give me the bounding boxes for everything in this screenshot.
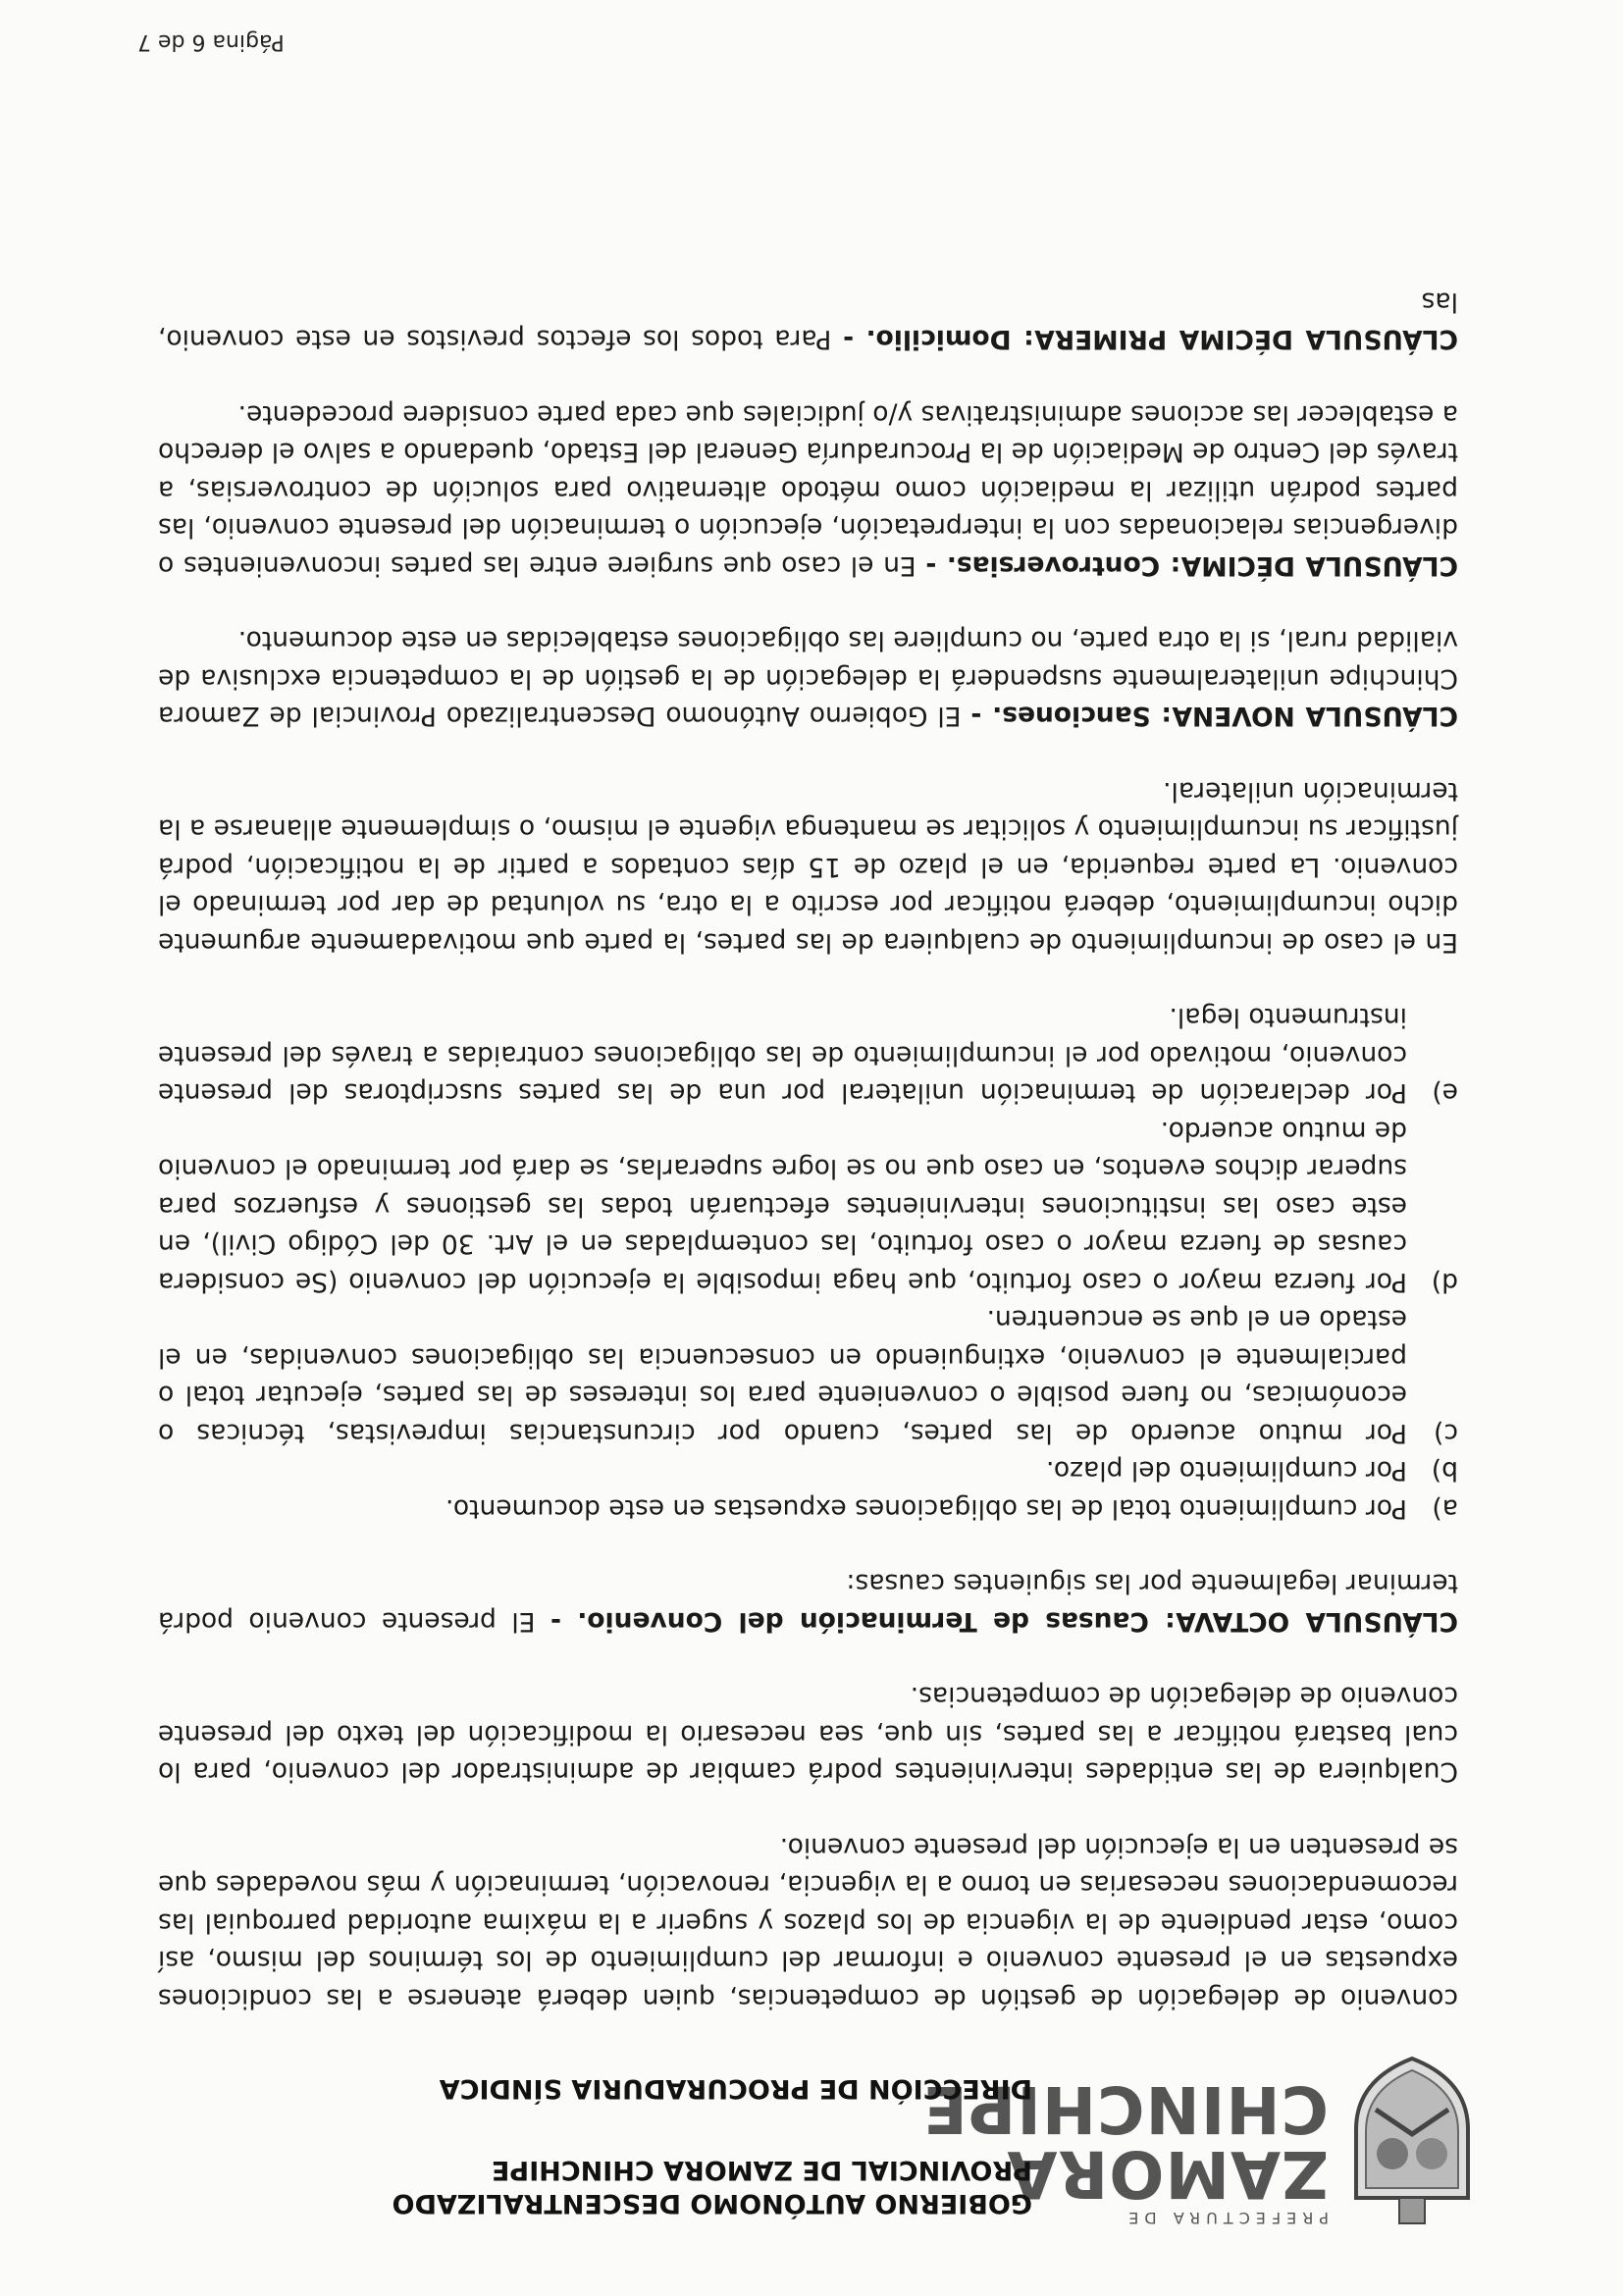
logo-title-zamora: ZAMORA (1006, 2136, 1329, 2212)
list-item (158, 1451, 1458, 1489)
document-body (158, 245, 1458, 2017)
clause-ninth (158, 621, 1458, 735)
list-item-text: Por fuerza mayor o caso fortuito, que haga imposible la ejecución del convenio (Se considera causas de fuerza mayor o caso fortuito, las contempladas en el Art. 30 del Código Civil), en este caso las instituciones intervinientes efectuarán todas las gestiones y esfuerzos para superar dichos eventos, en caso que no se logre superarlas, se dará por terminado el convenio de mutuo acuerdo. (158, 1116, 1407, 1297)
paragraph-administrator: convenio de delegación de gestión de competencias, quien deberá atenerse a las condiciones expuestas en el presente convenio e informar del cumplimiento de los términos del mismo, así como, estar pendiente de la vigencia de los plazos y sugerir a la máxima autoridad parroquial las recomendaciones necesarias en torno a la vigencia, renovación, terminación y más novedades que se presenten en la ejecución del presente convenio. (158, 1832, 1458, 2013)
list-item-text: Por cumplimiento del plazo. (1045, 1455, 1407, 1487)
prefecture-logo (921, 2051, 1476, 2227)
list-item-text: Por cumplimiento total de las obligaciones expuestas en este documento. (445, 1493, 1407, 1524)
org-line-1: GOBIERNO AUTÓNOMO DESCENTRALIZADO (392, 2188, 1032, 2218)
clause-tenth (158, 395, 1458, 585)
logo-prefix: PREFECTURA DE (1123, 2209, 1329, 2227)
list-item-label: d) (1431, 1267, 1458, 1297)
clause-eleventh-heading: CLÁUSULA DÉCIMA PRIMERA: Domicilio. - (843, 324, 1458, 355)
clause-ninth-text: El Gobierno Autónomo Descentralizado Provincial de Zamora Chinchipe unilateralmente suspenderá la delegación de la gestión de la competencia exclusiva de vialidad rural, si la otra parte, no cumpliere las obligaciones establecidas en este documento. (158, 625, 1458, 732)
clause-eighth-heading: CLÁUSULA OCTAVA: Causas de Terminación del Convenio. - (550, 1606, 1458, 1637)
department-name: DIRECCIÓN DE PROCURADURIA SÍNDICA (439, 2073, 1032, 2104)
clause-eleventh (158, 283, 1458, 358)
list-item (158, 998, 1458, 1112)
list-item (158, 1300, 1458, 1451)
clause-eighth-text: El presente convenio podrá terminar legalmente por las siguientes causas: (158, 1568, 1458, 1637)
logo-title-chinchipe: CHINCHIPE (921, 2071, 1329, 2147)
coat-of-arms-icon (1348, 2056, 1476, 2227)
termination-causes-list (158, 998, 1458, 1527)
paragraph-breach: En el caso de incumplimiento de cualquiera de las partes, la parte que motivadamente argumente dicho incumplimiento, deberá notificar por escrito a la otra, su voluntad de dar por terminado el convenio. La parte requerida, en el plazo de 15 días contados a partir de la notificación, podrá justificar su incumplimiento y solicitar se mantenga vigente el mismo, o simplemente allanarse a la terminación unilateral. (158, 776, 1458, 958)
list-item-label: e) (1432, 1077, 1458, 1109)
clause-ninth-heading: CLÁUSULA NOVENA: Sanciones. - (970, 701, 1458, 732)
paragraph-change-administrator: Cualquiera de las entidades intervinientes podrá cambiar de administrador del convenio, para lo cual bastará notificar a las partes, sin que, sea necesario la modificación del texto del presente convenio de delegación de competencias. (158, 1681, 1458, 1788)
list-item-label: b) (1431, 1455, 1458, 1487)
clause-tenth-heading: CLÁUSULA DÉCIMA: Controversias. - (925, 550, 1458, 581)
org-line-2: PROVINCIAL DE ZAMORA CHINCHIPE (491, 2155, 1032, 2185)
clause-tenth-text: En el caso que surgiere entre las partes inconvenientes o divergencias relacionadas con la interpretación, ejecución o terminación del presente convenio, las partes podrán utilizar la mediación como método alternativo para solución de controversias, a través del Centro de Mediación de la Procuraduría General del Estado, quedando a salvo el derecho a establecer las acciones administrativas y/o judiciales que cada parte considere procedente. (158, 399, 1458, 581)
list-item (158, 1112, 1458, 1301)
page-number: Página 6 de 7 (137, 29, 285, 54)
clause-eleventh-text: Para todos los efectos previstos en este convenio, las (158, 287, 1458, 355)
list-item-text: Por mutuo acuerdo de las partes, cuando por circunstancias imprevistas, técnicas o económicas, no fuere posible o conveniente para los intereses de las partes, ejecutar total o parcialmente el convenio, extinguiendo en consecuencia las obligaciones convenidas, en el estado en el que se encuentren. (158, 1304, 1407, 1448)
list-item-label: a) (1432, 1493, 1458, 1524)
list-item-text: Por declaración de terminación unilateral por una de las partes suscriptoras del presente convenio, motivado por el incumplimiento de las obligaciones contraidas a través del presente instrumento legal. (158, 1002, 1407, 1109)
list-item-label: c) (1434, 1418, 1458, 1448)
letterhead (102, 2041, 1476, 2237)
organization-name (393, 2153, 1032, 2219)
clause-eighth (158, 1564, 1458, 1640)
list-item (158, 1489, 1458, 1528)
